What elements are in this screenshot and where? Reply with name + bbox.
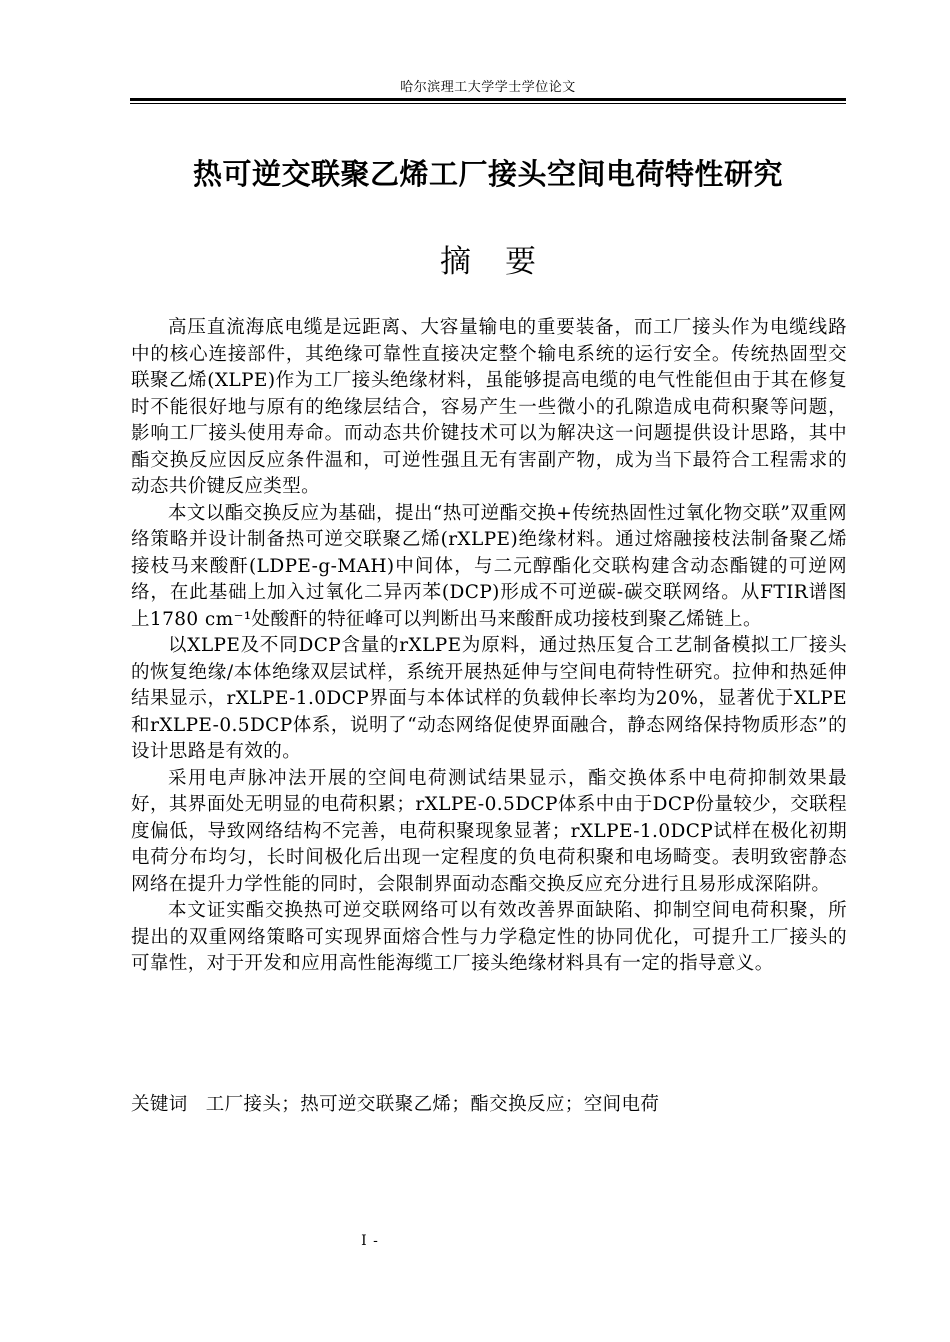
keywords-label: 关键词	[131, 1094, 188, 1115]
abstract-paragraph-4: 采用电声脉冲法开展的空间电荷测试结果显示，酯交换体系中电荷抑制效果最好，其界面处无明显的电荷积累；rXLPE-0.5DCP体系中由于DCP份量较少，交联程度偏低，导致网络结构不完善，电荷积聚现象显著；rXLPE-1.0DCP试样在极化初期电荷分布均匀，长时间极化后出现一定程度的负电荷积聚和电场畸变。表明致密静态网络在提升力学性能的同时，会限制界面动态酯交换反应充分进行且易形成深陷阱。	[131, 767, 847, 895]
abstract-heading	[130, 242, 846, 282]
keywords-line	[131, 1092, 847, 1118]
header-rule-thin	[130, 103, 846, 104]
abstract-paragraph-5: 本文证实酯交换热可逆交联网络可以有效改善界面缺陷、抑制空间电荷积聚，所提出的双重网络策略可实现界面熔合性与力学稳定性的协同优化，可提升工厂接头的可靠性，对于开发和应用高性能海缆工厂接头绝缘材料具有一定的指导意义。	[131, 900, 847, 974]
keywords-text: 工厂接头；热可逆交联聚乙烯；酯交换反应；空间电荷	[205, 1094, 660, 1115]
page-number: I -	[361, 1233, 379, 1249]
abstract-heading-char-2: 要	[505, 244, 536, 280]
header-rule-thick	[130, 98, 846, 101]
abstract-body	[131, 315, 847, 978]
abstract-paragraph-3: 以XLPE及不同DCP含量的rXLPE为原料，通过热压复合工艺制备模拟工厂接头的恢复绝缘/本体绝缘双层试样，系统开展热延伸与空间电荷特性研究。拉伸和热延伸结果显示，rXLPE-1.0DCP界面与本体试样的负载伸长率均为20%，显著优于XLPE和rXLPE-0.5DCP体系，说明了“动态网络促使界面融合，静态网络保持物质形态”的设计思路是有效的。	[131, 635, 847, 762]
abstract-paragraph-2: 本文以酯交换反应为基础，提出“热可逆酯交换+传统热固性过氧化物交联”双重网络策略并设计制备热可逆交联聚乙烯(rXLPE)绝缘材料。通过熔融接枝法制备聚乙烯接枝马来酸酐(LDPE-g-MAH)中间体，与二元醇酯化交联构建含动态酯键的可逆网络，在此基础上加入过氧化二异丙苯(DCP)形成不可逆碳-碳交联网络。从FTIR谱图上1780 cm⁻¹处酸酐的特征峰可以判断出马来酸酐成功接枝到聚乙烯链上。	[131, 502, 847, 630]
document-title: 热可逆交联聚乙烯工厂接头空间电荷特性研究	[192, 157, 783, 191]
running-header: 哈尔滨理工大学学士学位论文	[400, 80, 576, 95]
abstract-paragraph-1: 高压直流海底电缆是远距离、大容量输电的重要装备，而工厂接头作为电缆线路中的核心连接部件，其绝缘可靠性直接决定整个输电系统的运行安全。传统热固型交联聚乙烯(XLPE)作为工厂接头绝缘材料，虽能够提高电缆的电气性能但由于其在修复时不能很好地与原有的绝缘层结合，容易产生一些微小的孔隙造成电荷积聚等问题，影响工厂接头使用寿命。而动态共价键技术可以为解决这一问题提供设计思路，其中酯交换反应因反应条件温和，可逆性强且无有害副产物，成为当下最符合工程需求的动态共价键反应类型。	[131, 317, 847, 497]
abstract-heading-char-1: 摘	[440, 244, 471, 280]
